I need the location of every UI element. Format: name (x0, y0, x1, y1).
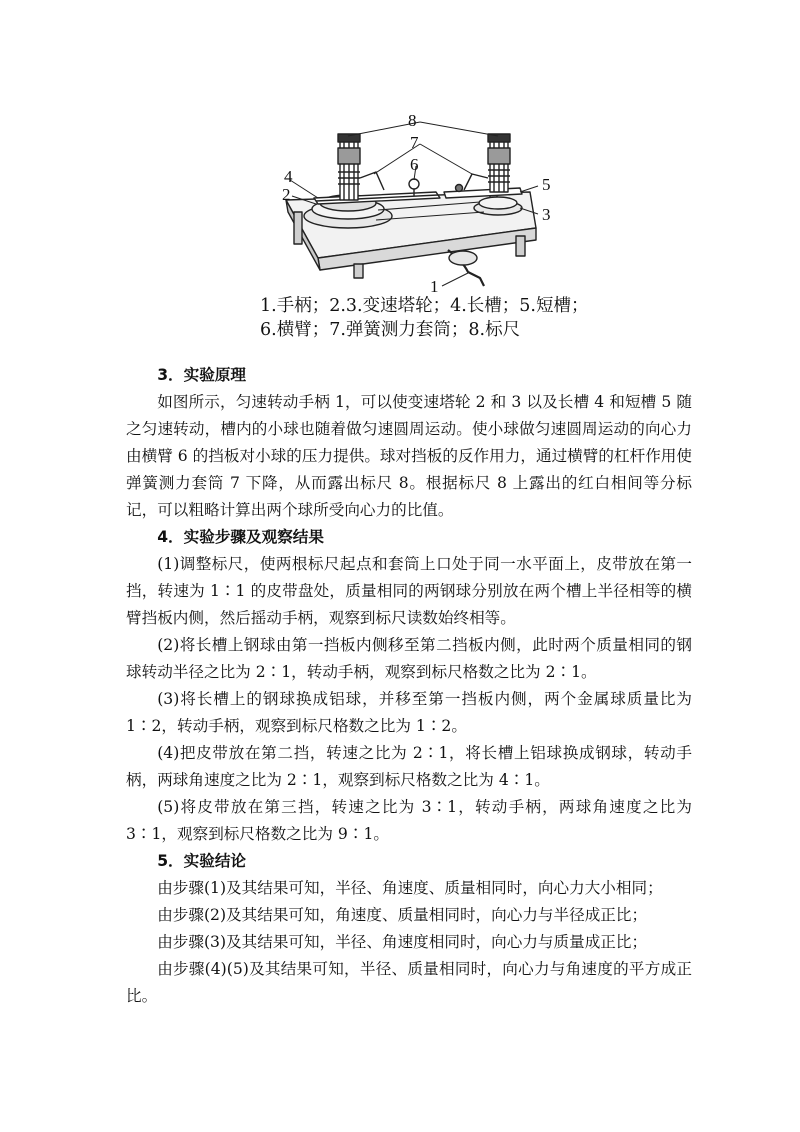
paragraph: (4)把皮带放在第二挡，转速之比为 2∶1，将长槽上铝球换成钢球，转动手柄，两球角速度之比为 2∶1，观察到标尺格数之比为 4∶1。 (126, 744, 692, 789)
callout-3: 3 (542, 205, 551, 224)
paragraph: (3)将长槽上的钢球换成铝球，并移至第一挡板内侧，两个金属球质量比为 1∶2，转动手柄，观察到标尺格数之比为 1∶2。 (126, 690, 692, 735)
callout-8: 8 (408, 111, 417, 130)
document-body (126, 362, 692, 1010)
callout-1: 1 (430, 277, 439, 296)
section-heading: 4．实验步骤及观察结果 (157, 528, 324, 546)
callout-2: 2 (282, 185, 291, 204)
section-heading: 5．实验结论 (157, 852, 247, 870)
paragraph: 由步骤(2)及其结果可知，角速度、质量相同时，向心力与半径成正比； (157, 906, 648, 924)
paragraph: (5)将皮带放在第三挡，转速之比为 3∶1，转动手柄，两球角速度之比为 3∶1，观察到标尺格数之比为 9∶1。 (126, 798, 692, 843)
paragraph: (2)将长槽上钢球由第一挡板内侧移至第二挡板内侧，此时两个质量相同的钢球转动半径之比为 2∶1，转动手柄，观察到标尺格数之比为 2∶1。 (126, 636, 692, 681)
callout-7: 7 (410, 133, 419, 152)
callout-6: 6 (410, 155, 419, 174)
apparatus-figure (258, 108, 594, 356)
paragraph: (1)调整标尺，使两根标尺起点和套筒上口处于同一水平面上，皮带放在第一挡，转速为 1∶1 的皮带盘处，质量相同的两钢球分别放在两个槽上半径相等的横臂挡板内侧，然后摇动手柄，观察到标尺读数始终相等。 (126, 555, 692, 627)
section-heading: 3．实验原理 (157, 366, 247, 384)
paragraph: 如图所示，匀速转动手柄 1，可以使变速塔轮 2 和 3 以及长槽 4 和短槽 5 随之匀速转动，槽内的小球也随着做匀速圆周运动。使小球做匀速圆周运动的向心力由横臂 6 的挡板对小球的压力提供。球对挡板的反作用力，通过横臂的杠杆作用使弹簧测力套筒 7 下降，从而露出标尺 8。根据标尺 8 上露出的红白相间等分标记，可以粗略计算出两个球所受向心力的比值。 (126, 393, 692, 519)
paragraph: 由步骤(1)及其结果可知，半径、角速度、质量相同时，向心力大小相同； (157, 879, 663, 897)
paragraph: 由步骤(4)(5)及其结果可知，半径、质量相同时，向心力与角速度的平方成正比。 (126, 960, 692, 1005)
figure-legend-line-1: 1.手柄；2.3.变速塔轮；4.长槽；5.短槽； (260, 296, 589, 316)
paragraph: 由步骤(3)及其结果可知，半径、角速度相同时，向心力与质量成正比； (157, 933, 648, 951)
callout-4: 4 (284, 167, 293, 186)
figure-legend-line-2: 6.横臂；7.弹簧测力套筒；8.标尺 (260, 320, 521, 340)
callout-5: 5 (542, 175, 551, 194)
